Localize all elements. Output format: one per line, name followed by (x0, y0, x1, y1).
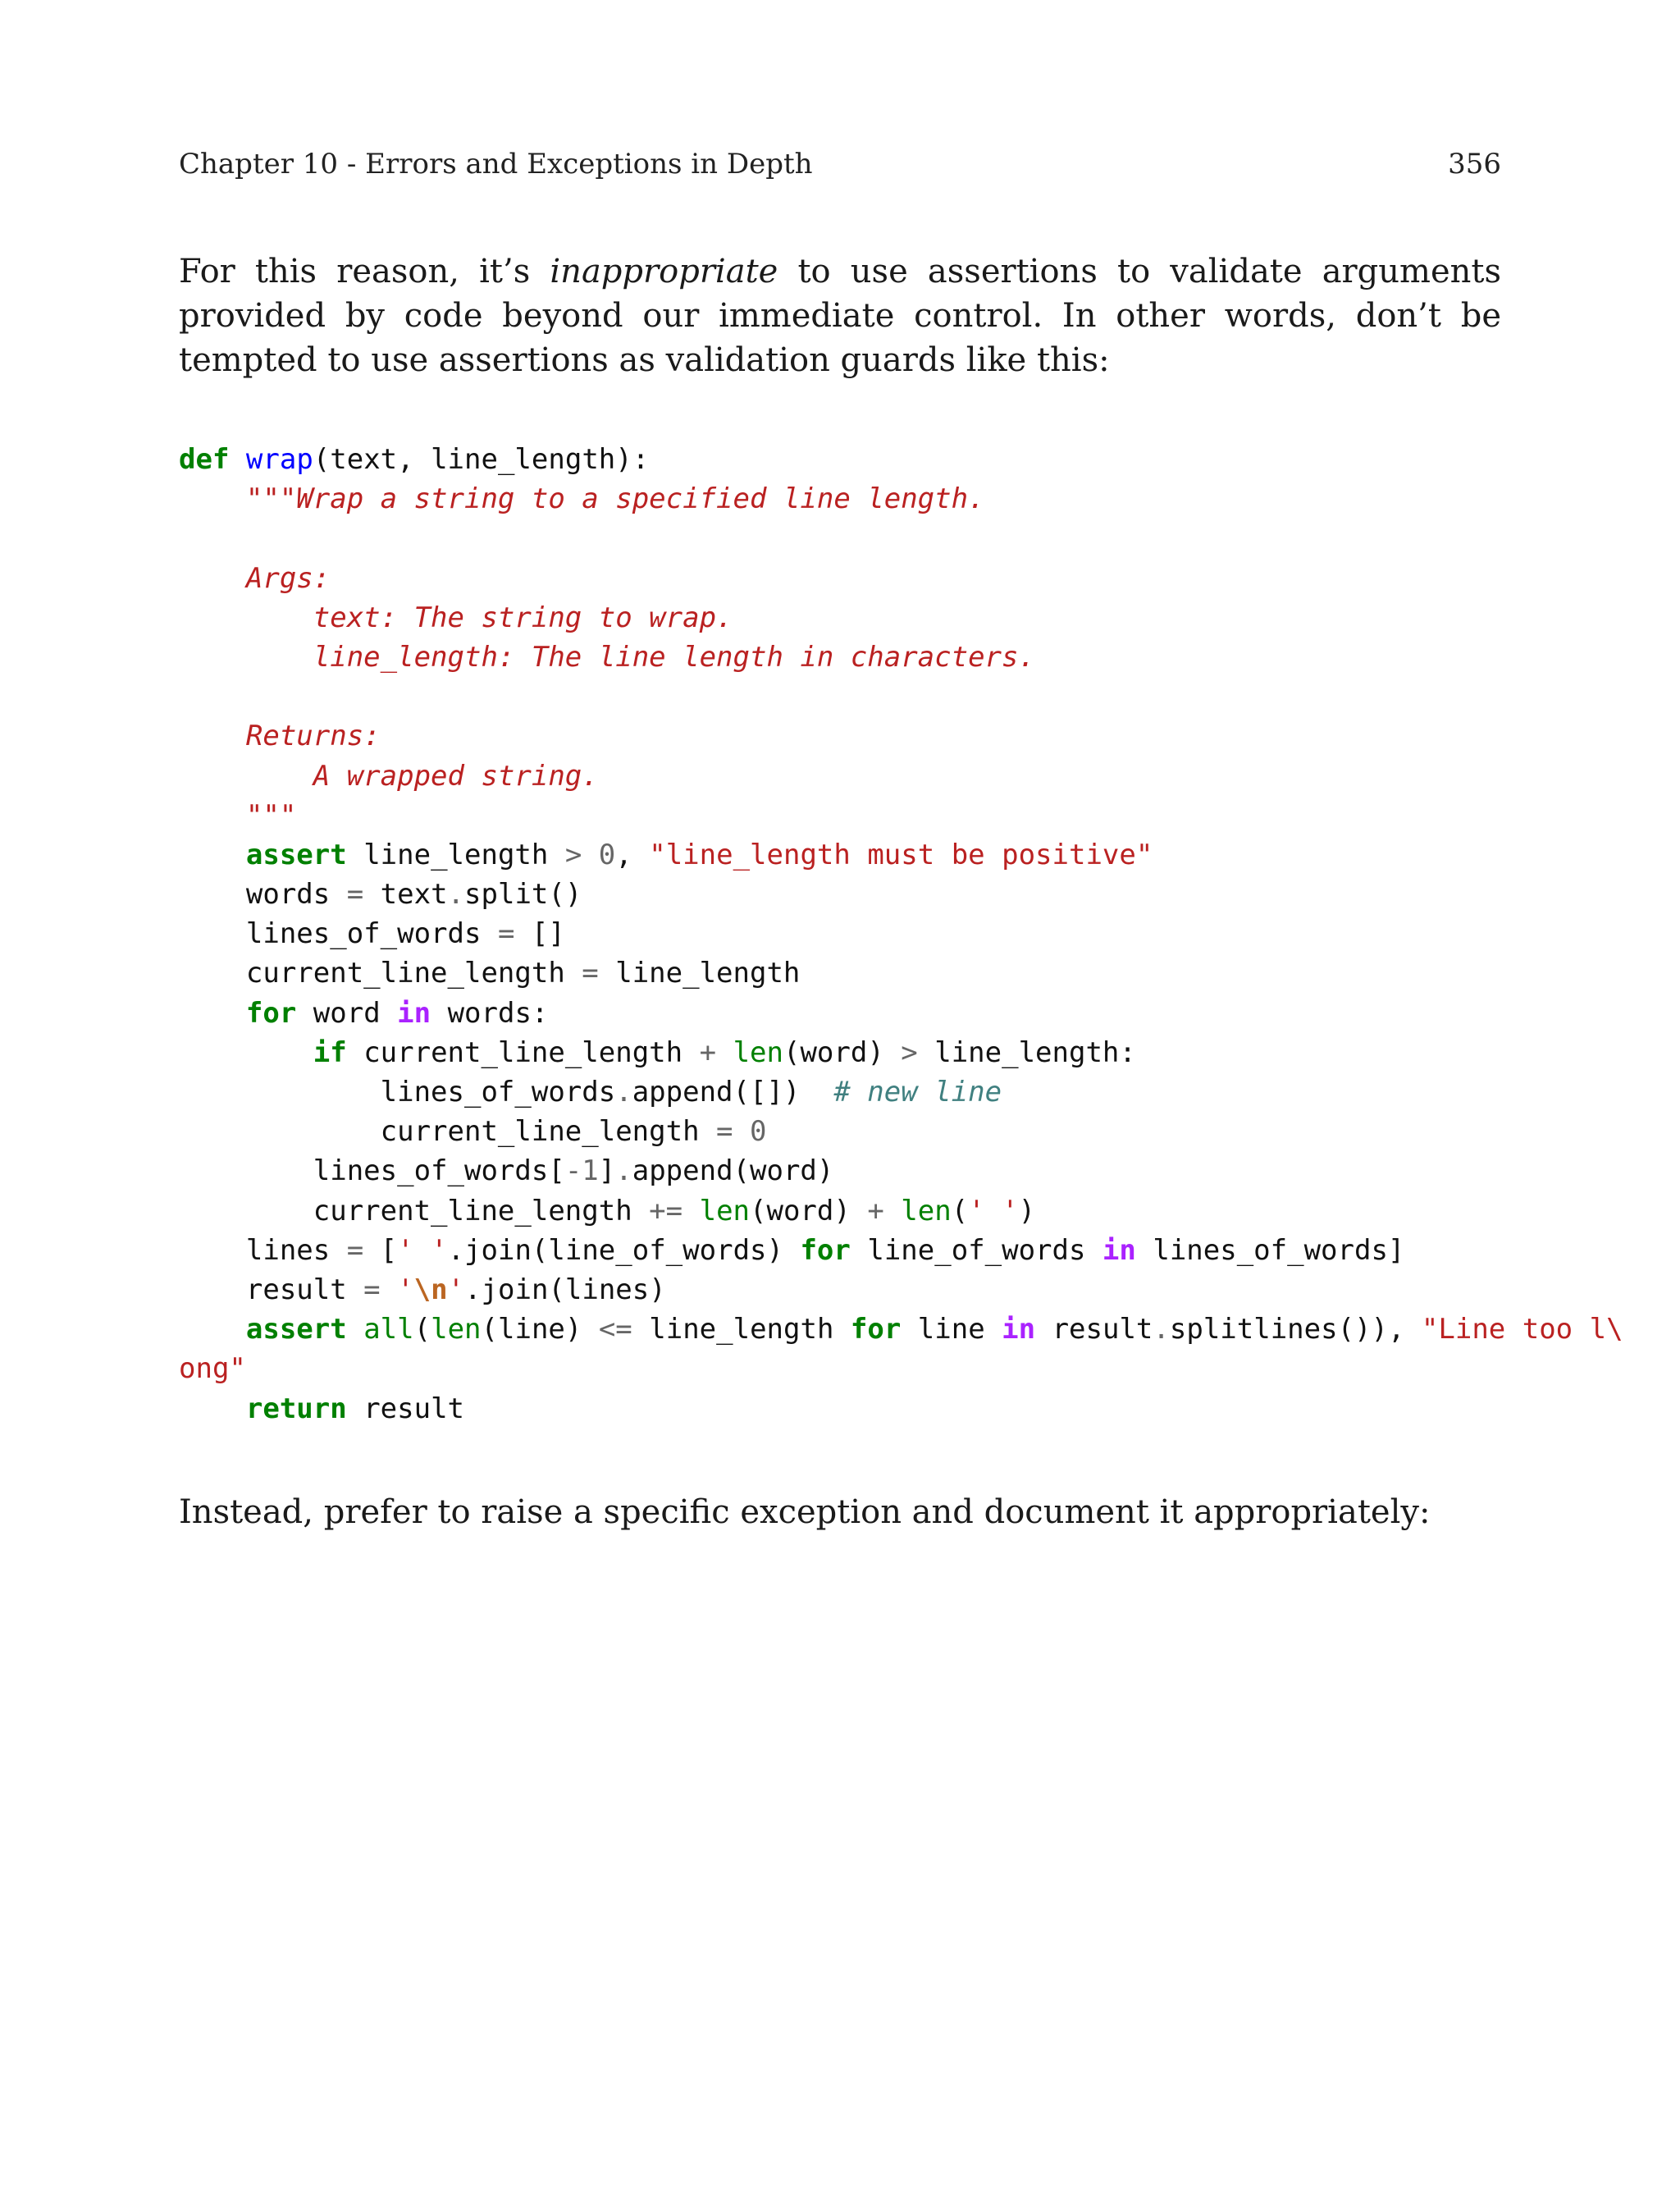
code-token (682, 1195, 699, 1227)
code-token: result (346, 1392, 465, 1425)
code-token: current_line_length (346, 1035, 700, 1069)
code-token: append(word) (632, 1154, 834, 1188)
code-token: (text, line_length): (313, 443, 650, 476)
code-token: ( (951, 1194, 969, 1227)
code-token (179, 760, 313, 793)
code-line (179, 914, 1647, 953)
code-token: ' ' (397, 1233, 448, 1267)
code-token (179, 482, 246, 515)
page-number: 356 (1448, 148, 1501, 181)
code-token: line_length: (917, 1035, 1136, 1069)
code-token: lines (179, 1233, 347, 1267)
code-token: "line_length must be positive" (649, 838, 1153, 871)
code-token: > (564, 838, 582, 871)
code-token: [ (363, 1233, 398, 1267)
code-line (179, 519, 1647, 558)
code-token: words: (431, 996, 549, 1030)
code-line (179, 1349, 1647, 1388)
code-token (179, 1313, 246, 1346)
code-token: """Wrap a string to a specified line length. (245, 482, 985, 516)
code-token: current_line_length (179, 957, 582, 990)
code-token: def (179, 443, 230, 476)
code-token: = (346, 878, 364, 912)
code-token: in (1102, 1233, 1136, 1267)
code-token: for (850, 1313, 902, 1346)
code-line (179, 1151, 1647, 1191)
code-token: current_line_length (179, 1115, 717, 1149)
code-token: <= (598, 1313, 632, 1346)
code-line (179, 953, 1647, 993)
code-token: current_line_length (179, 1194, 650, 1227)
code-token: . (615, 1076, 632, 1108)
code-line (179, 479, 1647, 519)
code-token (179, 799, 246, 832)
code-line (179, 716, 1647, 756)
code-token: lines_of_words (179, 1076, 616, 1108)
intro-emphasis: inappropriate (550, 253, 778, 290)
code-token: . (1153, 1313, 1170, 1346)
code-token: line_length: The line length in characters. (313, 640, 1035, 674)
code-token: assert (245, 838, 347, 871)
code-token (381, 1273, 397, 1306)
code-token: line_length (598, 957, 801, 990)
code-token (582, 839, 598, 871)
code-token: ] (598, 1154, 616, 1188)
code-token: ' (397, 1273, 414, 1306)
code-token: + (867, 1194, 884, 1227)
code-token: """ (245, 798, 297, 832)
code-line (179, 1231, 1647, 1270)
code-token (179, 601, 313, 634)
code-token: all (363, 1313, 414, 1346)
code-token: len (431, 1313, 482, 1346)
code-token: lines_of_words] (1135, 1233, 1405, 1267)
code-line (179, 1310, 1647, 1349)
code-block (179, 440, 1647, 1428)
code-token: line_length (632, 1313, 851, 1346)
code-token: if (313, 1035, 347, 1069)
code-token: = (497, 917, 515, 951)
code-token: # new line (833, 1076, 1002, 1108)
code-token: \n (413, 1273, 448, 1306)
code-token (179, 1036, 313, 1069)
code-token: assert (245, 1313, 347, 1346)
code-token (716, 1036, 733, 1069)
code-token: . (447, 1233, 465, 1267)
code-line (179, 1270, 1647, 1310)
code-token: lines_of_words[ (179, 1154, 565, 1188)
code-token: split() (464, 878, 582, 912)
code-token: join(line_of_words) (464, 1233, 801, 1267)
code-line (179, 1112, 1647, 1151)
code-token: . (447, 878, 465, 912)
code-token: ' (447, 1273, 465, 1306)
code-token: . (615, 1154, 632, 1188)
code-token: words (179, 878, 347, 912)
code-token: A wrapped string. (313, 759, 599, 793)
code-token (179, 720, 246, 752)
code-token (179, 997, 246, 1030)
code-line (179, 994, 1647, 1033)
code-token: for (245, 996, 297, 1030)
code-line (179, 677, 1647, 716)
code-token: += (649, 1194, 683, 1227)
intro-text-start: For this reason, it’s (179, 253, 550, 290)
code-token: wrap (245, 443, 313, 476)
code-token: in (397, 996, 431, 1030)
code-line (179, 440, 1647, 479)
code-line (179, 757, 1647, 796)
code-token: Args: (245, 561, 331, 595)
code-token: text (363, 878, 448, 912)
code-token (179, 839, 246, 871)
code-token: = (716, 1115, 733, 1149)
outro-paragraph: Instead, prefer to raise a specific exception and document it appropriately: (179, 1493, 1431, 1531)
code-token: ( (413, 1313, 431, 1346)
code-token (179, 641, 313, 674)
code-token: len (733, 1035, 783, 1069)
code-token: result (1035, 1313, 1153, 1346)
code-token: -1 (564, 1154, 599, 1188)
code-line (179, 638, 1647, 677)
code-token: len (699, 1194, 751, 1227)
code-token (884, 1195, 901, 1227)
code-token (733, 1115, 750, 1148)
code-token: word (296, 996, 398, 1030)
code-token: line_length (346, 838, 565, 871)
code-token: + (699, 1035, 717, 1069)
code-token: = (582, 957, 599, 990)
code-token: splitlines()), (1169, 1313, 1422, 1346)
code-token: = (363, 1273, 381, 1306)
code-token (179, 1392, 246, 1425)
code-line (179, 1389, 1647, 1428)
code-token (347, 1313, 363, 1346)
code-line (179, 1033, 1647, 1072)
intro-paragraph (179, 249, 1501, 382)
code-token: return (245, 1392, 347, 1425)
code-token: [] (514, 917, 565, 951)
code-token: = (346, 1233, 364, 1267)
chapter-title: Chapter 10 - Errors and Exceptions in Depth (179, 148, 813, 181)
code-token (179, 562, 246, 595)
code-token: line_of_words (850, 1233, 1102, 1267)
code-token: ong" (179, 1352, 246, 1386)
code-line (179, 835, 1647, 875)
code-token: 0 (750, 1115, 767, 1149)
code-token: 0 (598, 838, 616, 871)
code-line (179, 598, 1647, 638)
code-token (229, 443, 245, 476)
page-header (179, 148, 1501, 181)
code-token: in (1002, 1313, 1036, 1346)
code-token: > (901, 1035, 918, 1069)
code-token: Returns: (245, 720, 381, 753)
code-line (179, 796, 1647, 835)
code-line (179, 875, 1647, 914)
code-token: len (901, 1194, 952, 1227)
code-token: text: The string to wrap. (313, 601, 733, 634)
code-token: append([]) (632, 1076, 834, 1108)
code-line (179, 559, 1647, 598)
code-token: , (615, 838, 650, 871)
code-token: (word) (750, 1194, 868, 1227)
code-token: (word) (783, 1035, 902, 1069)
code-token: "Line too l\ (1421, 1313, 1623, 1346)
code-token: ' ' (968, 1194, 1019, 1227)
code-line (179, 1072, 1647, 1112)
code-token: result (179, 1273, 364, 1306)
code-token: . (464, 1273, 482, 1306)
code-token: for (800, 1233, 851, 1267)
code-token: line (901, 1313, 1002, 1346)
intro-text-end: to use assertions to validate arguments provided by code beyond our immediate control. In other words, don’t be tempted to use assertions as validation guards like this: (179, 253, 1501, 379)
code-token: ) (1018, 1194, 1036, 1227)
code-token: join(lines) (481, 1273, 666, 1306)
code-token: (line) (481, 1313, 599, 1346)
code-line (179, 1191, 1647, 1231)
code-token: lines_of_words (179, 917, 498, 951)
